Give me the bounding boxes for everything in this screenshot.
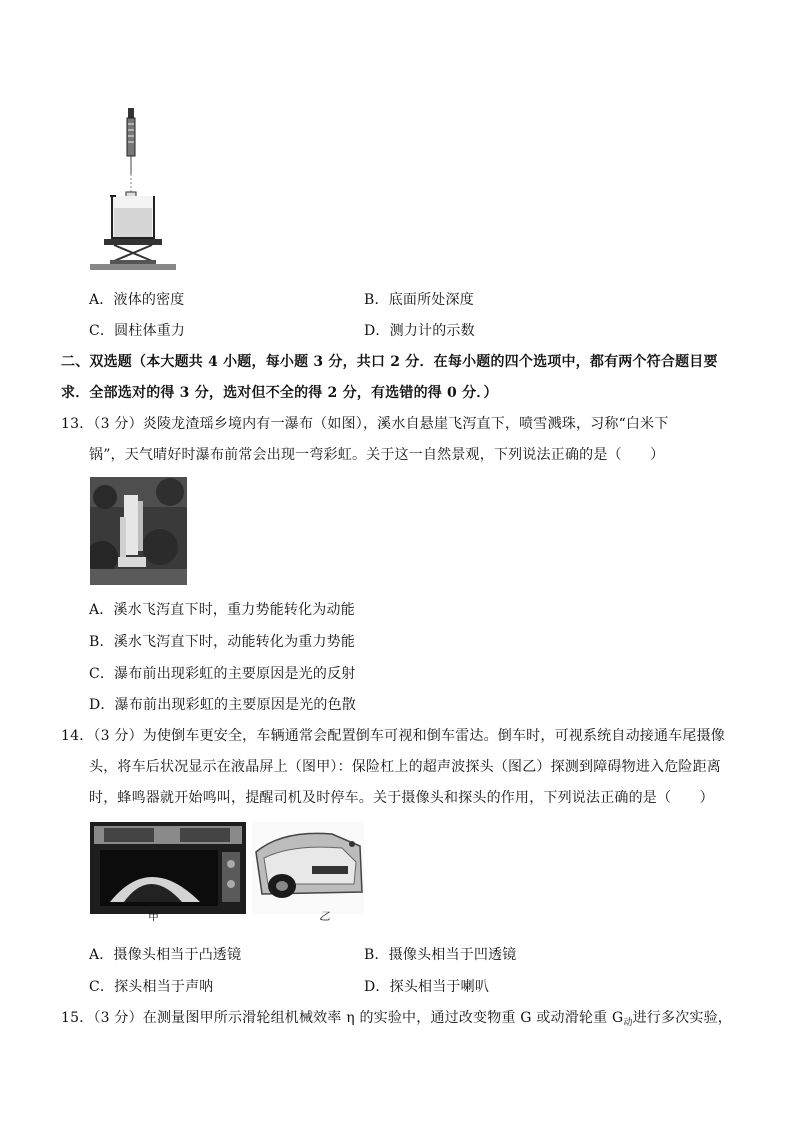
figure-label-yi: 乙: [319, 910, 331, 923]
q13-option-d: D．瀑布前出现彩虹的主要原因是光的色散: [89, 697, 357, 713]
q15-stem-tail: 进行多次实验，: [632, 1010, 732, 1026]
q12-option-a: A．液体的密度: [89, 292, 185, 308]
q13-option-c: C．瀑布前出现彩虹的主要原因是光的反射: [89, 666, 356, 682]
q13-option-b: B．溪水飞泻直下时，动能转化为重力势能: [89, 634, 356, 650]
section2-heading-line2: 求．全部选对的得 3 分，选对但不全的得 2 分，有选错的得 0 分．）: [61, 385, 498, 401]
q15-stem-text: 15．（3 分）在测量图甲所示滑轮组机械效率 η 的实验中，通过改变物重 G 或动滑轮重 G: [61, 1010, 624, 1026]
q12-option-d: D．测力计的示数: [364, 323, 475, 339]
q13-stem-line2: 锅”，天气晴好时瀑布前常会出现一弯彩虹。关于这一自然景观，下列说法正确的是（ ）: [89, 447, 665, 463]
q14-stem-line2: 头，将车后状况显示在液晶屏上（图甲）：保险杠上的超声波探头（图乙）探测到障碍物进入危险距离: [89, 759, 721, 775]
q14-option-a: A．摄像头相当于凸透镜: [89, 947, 242, 963]
q12-option-c: C．圆柱体重力: [89, 323, 186, 339]
q14-option-b: B．摄像头相当于凹透镜: [364, 947, 517, 963]
q13-option-a: A．溪水飞泻直下时，重力势能转化为动能: [89, 602, 355, 618]
q15-stem-line1: [61, 1009, 732, 1032]
dashboard-screen-photo: [90, 822, 246, 914]
section2-heading-line1: 二、双选题（本大题共 4 小题，每小题 3 分，共口 2 分．在每小题的四个选项中，都有两个符合题目要: [61, 354, 718, 370]
q13-stem-line1: 13．（3 分）炎陵龙渣瑶乡境内有一瀑布（如图），溪水自悬崖飞泻直下，喷雪溅珠，习称“白米下: [61, 416, 669, 432]
spring-scale-beaker-figure: [88, 104, 180, 272]
q14-stem-line3: 时，蜂鸣器就开始鸣叫，提醒司机及时停车。关于摄像头和探头的作用，下列说法正确的是（ ）: [89, 790, 714, 806]
q14-stem-line1: 14．（3 分）为使倒车更安全，车辆通常会配置倒车可视和倒车雷达。倒车时，可视系统自动接通车尾摄像: [61, 728, 725, 744]
q15-subscript: 动: [623, 1018, 633, 1028]
waterfall-photo: [90, 477, 187, 585]
q14-option-d: D．探头相当于喇叭: [364, 979, 490, 995]
q12-option-b: B．底面所处深度: [364, 292, 474, 308]
car-bumper-photo: [252, 822, 364, 914]
q14-option-c: C．探头相当于声呐: [89, 979, 214, 995]
figure-label-jia: 甲: [148, 910, 160, 923]
